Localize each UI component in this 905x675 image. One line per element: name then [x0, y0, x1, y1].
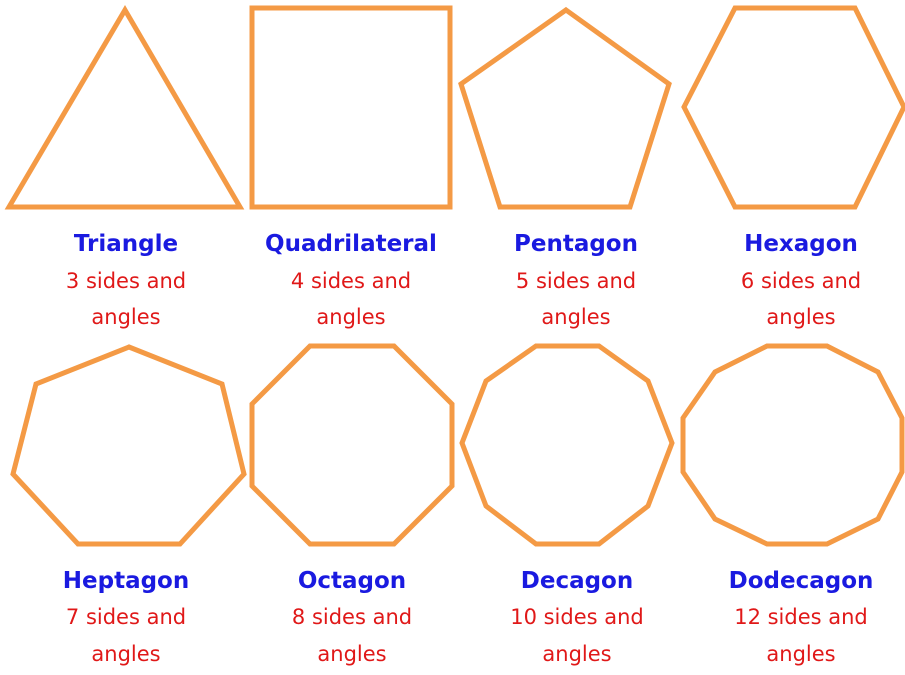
shape-description-line1: 12 sides and — [734, 605, 868, 629]
shape-description-line1: 6 sides and — [740, 269, 862, 293]
shape-name: Heptagon — [62, 568, 190, 594]
shape-name: Triangle — [73, 231, 179, 257]
shape-description-line2: angles — [316, 305, 386, 329]
shape-card-hexagon — [684, 8, 904, 329]
shape-card-decagon — [462, 346, 672, 666]
shape-description-line1: 3 sides and — [65, 269, 187, 293]
dodecagon-shape — [683, 346, 902, 544]
shape-description-line2: angles — [91, 305, 161, 329]
shape-card-pentagon — [461, 10, 669, 329]
shape-card-quadrilateral — [252, 8, 450, 329]
shape-description-line2: angles — [91, 642, 161, 666]
triangle-shape — [9, 10, 240, 207]
shape-description-line2: angles — [542, 642, 612, 666]
shape-card-octagon — [252, 346, 452, 666]
shape-name: Octagon — [297, 568, 407, 594]
shape-description-line1: 4 sides and — [290, 269, 412, 293]
shape-description-line1: 8 sides and — [291, 605, 413, 629]
shape-card-dodecagon — [683, 346, 902, 666]
shape-description-line2: angles — [317, 642, 387, 666]
shape-description-line1: 10 sides and — [510, 605, 644, 629]
shape-name: Decagon — [520, 568, 634, 594]
shape-description-line1: 5 sides and — [515, 269, 637, 293]
shape-name: Hexagon — [744, 231, 858, 257]
shape-name: Quadrilateral — [265, 231, 437, 257]
shape-description-line1: 7 sides and — [65, 605, 187, 629]
hexagon-shape — [684, 8, 904, 207]
quadrilateral-shape — [252, 8, 450, 207]
shape-card-triangle — [9, 10, 240, 329]
shape-name: Dodecagon — [728, 568, 874, 594]
heptagon-shape — [13, 347, 244, 544]
shape-description-line2: angles — [766, 305, 836, 329]
shape-name: Pentagon — [514, 231, 638, 257]
pentagon-shape — [461, 10, 669, 207]
decagon-shape — [462, 346, 672, 544]
shape-description-line2: angles — [766, 642, 836, 666]
shape-description-line2: angles — [541, 305, 611, 329]
shape-card-heptagon — [13, 347, 244, 666]
octagon-shape — [252, 346, 452, 544]
